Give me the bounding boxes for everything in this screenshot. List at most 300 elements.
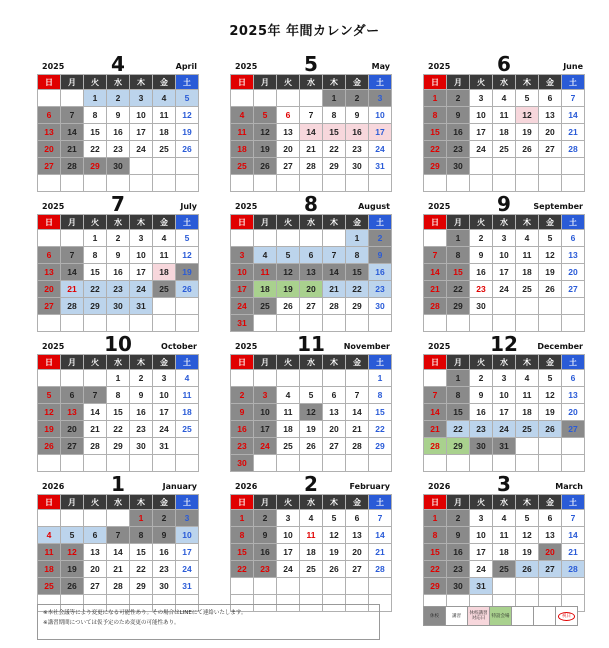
day-cell: 6 <box>300 247 323 264</box>
weekday-header: 金 <box>153 495 176 510</box>
day-cell: 15 <box>346 264 369 281</box>
day-cell: 30 <box>153 578 176 595</box>
day-cell: 15 <box>130 544 153 561</box>
month-english-name: March <box>555 482 583 491</box>
weekday-header: 木 <box>130 215 153 230</box>
day-cell: 12 <box>539 387 562 404</box>
day-cell: 7 <box>562 90 585 107</box>
day-cell: 11 <box>153 107 176 124</box>
day-cell: 26 <box>516 141 539 158</box>
day-cell: 1 <box>447 370 470 387</box>
empty-cell <box>61 510 84 527</box>
week-row <box>38 230 199 247</box>
month-header <box>423 328 585 354</box>
day-cell: 25 <box>277 438 300 455</box>
day-cell: 25 <box>516 421 539 438</box>
day-cell: 7 <box>84 387 107 404</box>
day-cell: 17 <box>130 264 153 281</box>
day-cell: 5 <box>254 107 277 124</box>
day-cell: 1 <box>231 510 254 527</box>
day-cell: 18 <box>153 124 176 141</box>
empty-cell <box>539 158 562 175</box>
weekday-header: 水 <box>493 495 516 510</box>
empty-cell <box>300 90 323 107</box>
day-cell: 24 <box>493 281 516 298</box>
day-cell: 29 <box>346 298 369 315</box>
day-cell: 29 <box>369 438 392 455</box>
week-row <box>424 264 585 281</box>
day-cell: 28 <box>107 578 130 595</box>
day-cell: 2 <box>107 90 130 107</box>
day-cell: 12 <box>176 247 199 264</box>
week-row <box>231 370 392 387</box>
day-cell: 28 <box>369 561 392 578</box>
weekday-header: 土 <box>562 355 585 370</box>
day-cell: 17 <box>130 124 153 141</box>
day-cell: 25 <box>153 281 176 298</box>
month-table <box>230 214 392 332</box>
day-cell: 17 <box>254 421 277 438</box>
day-cell: 8 <box>84 247 107 264</box>
empty-cell <box>254 90 277 107</box>
day-cell: 4 <box>277 387 300 404</box>
day-cell: 27 <box>277 158 300 175</box>
day-cell: 30 <box>369 298 392 315</box>
day-cell: 24 <box>231 298 254 315</box>
day-cell: 11 <box>493 107 516 124</box>
day-cell: 20 <box>346 544 369 561</box>
weekday-header: 金 <box>153 75 176 90</box>
empty-cell <box>539 298 562 315</box>
month-table <box>37 214 199 332</box>
day-cell: 1 <box>323 90 346 107</box>
empty-cell <box>300 370 323 387</box>
empty-cell <box>61 230 84 247</box>
month-year: 2025 <box>42 62 65 71</box>
day-cell: 23 <box>346 141 369 158</box>
month-number: 12 <box>490 332 518 356</box>
day-cell: 13 <box>300 264 323 281</box>
month-april <box>37 48 199 192</box>
day-cell: 22 <box>424 561 447 578</box>
day-cell: 5 <box>516 510 539 527</box>
empty-cell <box>516 438 539 455</box>
day-cell: 14 <box>323 264 346 281</box>
week-row <box>424 510 585 527</box>
day-cell: 24 <box>176 561 199 578</box>
day-cell: 22 <box>231 561 254 578</box>
empty-cell <box>38 90 61 107</box>
day-cell: 28 <box>562 141 585 158</box>
day-cell: 13 <box>84 544 107 561</box>
day-cell: 7 <box>323 247 346 264</box>
weekday-header: 金 <box>346 355 369 370</box>
day-cell: 9 <box>231 404 254 421</box>
weekday-header: 木 <box>323 75 346 90</box>
day-cell: 15 <box>369 404 392 421</box>
day-cell: 17 <box>231 281 254 298</box>
weekday-header: 月 <box>254 75 277 90</box>
day-cell: 9 <box>130 387 153 404</box>
week-row <box>424 247 585 264</box>
weekday-header: 水 <box>300 215 323 230</box>
weekday-header: 水 <box>300 355 323 370</box>
day-cell: 19 <box>176 264 199 281</box>
day-cell: 13 <box>346 527 369 544</box>
day-cell: 19 <box>277 281 300 298</box>
day-cell: 10 <box>493 247 516 264</box>
month-english-name: December <box>537 342 583 351</box>
day-cell: 24 <box>493 421 516 438</box>
empty-cell <box>130 158 153 175</box>
month-english-name: February <box>349 482 390 491</box>
week-row <box>38 387 199 404</box>
day-cell: 15 <box>84 124 107 141</box>
day-cell: 21 <box>107 561 130 578</box>
day-cell: 24 <box>153 421 176 438</box>
day-cell: 30 <box>470 438 493 455</box>
week-row <box>38 298 199 315</box>
month-year: 2025 <box>428 342 451 351</box>
day-cell: 30 <box>447 578 470 595</box>
weekday-header: 金 <box>539 355 562 370</box>
month-number: 2 <box>304 472 318 496</box>
day-cell: 5 <box>176 230 199 247</box>
month-table <box>423 494 585 612</box>
day-cell: 5 <box>516 90 539 107</box>
day-cell: 24 <box>254 438 277 455</box>
day-cell: 12 <box>516 107 539 124</box>
month-header <box>37 48 199 74</box>
weekday-header: 金 <box>346 75 369 90</box>
empty-cell <box>277 230 300 247</box>
week-row <box>38 107 199 124</box>
empty-cell <box>231 90 254 107</box>
weekday-header: 月 <box>61 495 84 510</box>
weekday-header: 日 <box>231 355 254 370</box>
day-cell: 14 <box>346 404 369 421</box>
week-row <box>38 404 199 421</box>
day-cell: 7 <box>300 107 323 124</box>
day-cell: 8 <box>84 107 107 124</box>
day-cell: 13 <box>323 404 346 421</box>
day-cell: 6 <box>38 247 61 264</box>
day-cell: 2 <box>369 230 392 247</box>
day-cell: 2 <box>107 230 130 247</box>
weekday-header: 木 <box>130 495 153 510</box>
day-cell: 23 <box>447 561 470 578</box>
empty-cell <box>153 298 176 315</box>
legend-empty-1 <box>511 606 534 626</box>
empty-cell <box>493 298 516 315</box>
week-row <box>424 404 585 421</box>
day-cell: 24 <box>470 561 493 578</box>
day-cell: 7 <box>61 247 84 264</box>
week-row <box>231 141 392 158</box>
day-cell: 22 <box>84 281 107 298</box>
legend-empty-2 <box>533 606 556 626</box>
month-number: 3 <box>497 472 511 496</box>
day-cell: 6 <box>84 527 107 544</box>
week-row <box>38 561 199 578</box>
day-cell: 16 <box>130 404 153 421</box>
day-cell: 26 <box>516 561 539 578</box>
day-cell: 9 <box>447 107 470 124</box>
empty-cell <box>61 370 84 387</box>
day-cell: 21 <box>424 281 447 298</box>
weekday-header: 火 <box>84 495 107 510</box>
day-cell: 5 <box>176 90 199 107</box>
weekday-header: 火 <box>470 75 493 90</box>
day-cell: 26 <box>254 158 277 175</box>
day-cell: 15 <box>447 404 470 421</box>
weekday-header: 火 <box>470 495 493 510</box>
empty-cell <box>562 158 585 175</box>
legend-special-course: 休校講習 対応日 <box>467 606 490 626</box>
day-cell: 22 <box>447 421 470 438</box>
day-cell: 18 <box>38 561 61 578</box>
empty-cell <box>84 370 107 387</box>
weekday-header: 月 <box>61 355 84 370</box>
day-cell: 30 <box>447 158 470 175</box>
day-cell: 4 <box>153 230 176 247</box>
day-cell: 5 <box>38 387 61 404</box>
day-cell: 16 <box>231 421 254 438</box>
week-row <box>231 421 392 438</box>
day-cell: 14 <box>61 124 84 141</box>
month-number: 9 <box>497 192 511 216</box>
week-row <box>38 158 199 175</box>
day-cell: 6 <box>346 510 369 527</box>
day-cell: 12 <box>176 107 199 124</box>
day-cell: 12 <box>516 527 539 544</box>
day-cell: 28 <box>424 298 447 315</box>
weekday-header: 木 <box>323 495 346 510</box>
day-cell: 27 <box>38 298 61 315</box>
day-cell: 29 <box>424 578 447 595</box>
day-cell: 17 <box>176 544 199 561</box>
day-cell: 10 <box>231 264 254 281</box>
week-row <box>424 421 585 438</box>
day-cell: 12 <box>61 544 84 561</box>
day-cell: 3 <box>493 230 516 247</box>
day-cell: 21 <box>562 544 585 561</box>
month-table <box>37 74 199 192</box>
day-cell: 13 <box>277 124 300 141</box>
day-cell: 25 <box>493 561 516 578</box>
day-cell: 25 <box>493 141 516 158</box>
month-december <box>423 328 585 472</box>
week-row <box>231 561 392 578</box>
day-cell: 24 <box>130 141 153 158</box>
day-cell: 29 <box>84 298 107 315</box>
day-cell: 9 <box>153 527 176 544</box>
legend-closed: 休校 <box>423 606 446 626</box>
month-table <box>230 494 392 612</box>
day-cell: 18 <box>300 544 323 561</box>
weekday-header: 金 <box>153 215 176 230</box>
day-cell: 14 <box>424 404 447 421</box>
day-cell: 26 <box>277 298 300 315</box>
day-cell: 22 <box>107 421 130 438</box>
day-cell: 3 <box>369 90 392 107</box>
day-cell: 23 <box>470 281 493 298</box>
month-year: 2026 <box>428 482 451 491</box>
day-cell: 9 <box>369 247 392 264</box>
day-cell: 5 <box>61 527 84 544</box>
weekday-header: 火 <box>470 215 493 230</box>
month-english-name: June <box>563 62 583 71</box>
weekday-header: 土 <box>369 355 392 370</box>
day-cell: 17 <box>369 124 392 141</box>
week-row <box>231 230 392 247</box>
day-cell: 10 <box>176 527 199 544</box>
day-cell: 13 <box>562 247 585 264</box>
month-header <box>230 188 392 214</box>
day-cell: 15 <box>84 264 107 281</box>
month-number: 7 <box>111 192 125 216</box>
day-cell: 23 <box>254 561 277 578</box>
week-row <box>231 264 392 281</box>
day-cell: 21 <box>61 141 84 158</box>
day-cell: 15 <box>323 124 346 141</box>
empty-cell <box>323 370 346 387</box>
day-cell: 10 <box>369 107 392 124</box>
day-cell: 9 <box>346 107 369 124</box>
day-cell: 26 <box>323 561 346 578</box>
month-english-name: May <box>371 62 390 71</box>
day-cell: 18 <box>277 421 300 438</box>
week-row <box>231 578 392 595</box>
day-cell: 16 <box>369 264 392 281</box>
day-cell: 8 <box>447 387 470 404</box>
day-cell: 23 <box>447 141 470 158</box>
empty-cell <box>277 578 300 595</box>
day-cell: 13 <box>562 387 585 404</box>
day-cell: 1 <box>346 230 369 247</box>
day-cell: 8 <box>447 247 470 264</box>
day-cell: 9 <box>470 247 493 264</box>
weekday-header: 土 <box>176 495 199 510</box>
day-cell: 23 <box>231 438 254 455</box>
weekday-header: 日 <box>38 75 61 90</box>
empty-cell <box>424 370 447 387</box>
day-cell: 16 <box>254 544 277 561</box>
week-row <box>38 438 199 455</box>
empty-cell <box>254 370 277 387</box>
day-cell: 3 <box>254 387 277 404</box>
empty-cell <box>346 370 369 387</box>
day-cell: 5 <box>539 230 562 247</box>
day-cell: 12 <box>254 124 277 141</box>
day-cell: 14 <box>369 527 392 544</box>
day-cell: 26 <box>176 141 199 158</box>
empty-cell <box>231 230 254 247</box>
weekday-header: 木 <box>130 75 153 90</box>
day-cell: 23 <box>369 281 392 298</box>
month-november <box>230 328 392 472</box>
month-table <box>230 354 392 472</box>
day-cell: 6 <box>562 230 585 247</box>
week-row <box>424 90 585 107</box>
day-cell: 22 <box>84 141 107 158</box>
day-cell: 28 <box>323 298 346 315</box>
day-cell: 14 <box>61 264 84 281</box>
week-row <box>424 124 585 141</box>
day-cell: 15 <box>424 124 447 141</box>
empty-cell <box>323 230 346 247</box>
legend <box>423 606 577 626</box>
day-cell: 22 <box>323 141 346 158</box>
day-cell: 31 <box>130 298 153 315</box>
weekday-header: 木 <box>323 355 346 370</box>
day-cell: 7 <box>107 527 130 544</box>
month-number: 6 <box>497 52 511 76</box>
day-cell: 16 <box>447 544 470 561</box>
month-year: 2025 <box>42 202 65 211</box>
month-header <box>423 468 585 494</box>
day-cell: 15 <box>231 544 254 561</box>
week-row <box>231 124 392 141</box>
day-cell: 3 <box>493 370 516 387</box>
weekday-header: 火 <box>277 355 300 370</box>
day-cell: 8 <box>107 387 130 404</box>
page-title: 2025年 年間カレンダー <box>229 24 380 39</box>
day-cell: 3 <box>130 90 153 107</box>
weekday-header: 土 <box>562 495 585 510</box>
day-cell: 10 <box>130 247 153 264</box>
day-cell: 27 <box>562 421 585 438</box>
month-header <box>230 468 392 494</box>
empty-cell <box>254 578 277 595</box>
month-year: 2025 <box>42 342 65 351</box>
weekday-header: 日 <box>231 495 254 510</box>
day-cell: 2 <box>470 230 493 247</box>
week-row <box>231 404 392 421</box>
day-cell: 7 <box>424 387 447 404</box>
day-cell: 27 <box>61 438 84 455</box>
day-cell: 16 <box>346 124 369 141</box>
day-cell: 29 <box>323 158 346 175</box>
empty-cell <box>84 510 107 527</box>
day-cell: 28 <box>61 298 84 315</box>
month-english-name: August <box>358 202 390 211</box>
month-february <box>230 468 392 612</box>
weekday-header: 木 <box>130 355 153 370</box>
month-english-name: October <box>161 342 197 351</box>
weekday-header: 日 <box>424 215 447 230</box>
day-cell: 19 <box>323 544 346 561</box>
weekday-header: 火 <box>84 75 107 90</box>
weekday-header: 金 <box>539 75 562 90</box>
day-cell: 1 <box>424 510 447 527</box>
week-row <box>38 510 199 527</box>
day-cell: 8 <box>346 247 369 264</box>
empty-cell <box>277 90 300 107</box>
weekday-header: 火 <box>470 355 493 370</box>
day-cell: 7 <box>61 107 84 124</box>
week-row <box>38 578 199 595</box>
weekday-header: 日 <box>38 495 61 510</box>
month-table <box>423 74 585 192</box>
day-cell: 6 <box>277 107 300 124</box>
day-cell: 17 <box>493 404 516 421</box>
weekday-header: 土 <box>369 215 392 230</box>
day-cell: 17 <box>153 404 176 421</box>
day-cell: 24 <box>470 141 493 158</box>
day-cell: 23 <box>130 421 153 438</box>
month-number: 1 <box>111 472 125 496</box>
